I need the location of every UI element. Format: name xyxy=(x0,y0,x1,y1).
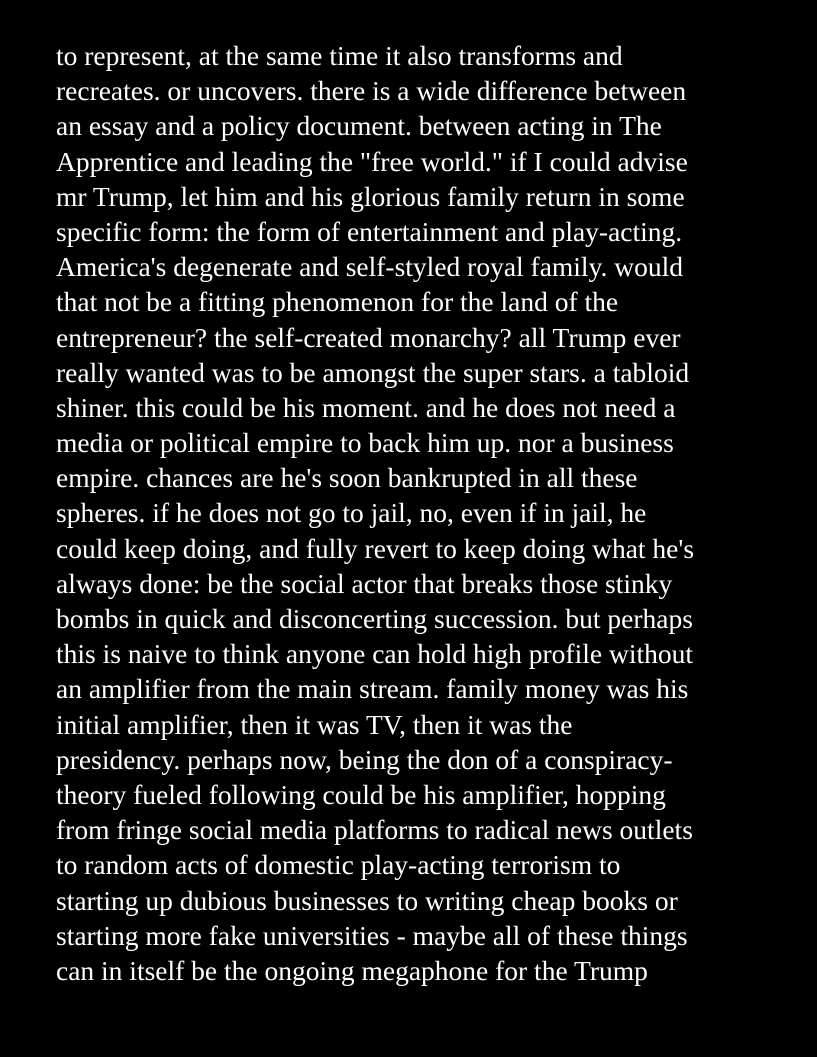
text-line: spheres. if he does not go to jail, no, even if in jail, he xyxy=(56,497,647,529)
text-line: an essay and a policy document. between acting in The xyxy=(56,110,662,142)
text-line: really wanted was to be amongst the super stars. a tabloid xyxy=(56,356,690,388)
text-line: this is naive to think anyone can hold high profile without xyxy=(56,638,693,670)
text-line: Apprentice and leading the "free world." if I could advise xyxy=(56,145,688,177)
text-line: America's degenerate and self-styled royal family. would xyxy=(56,251,684,283)
text-line: initial amplifier, then it was TV, then it was the xyxy=(56,708,573,740)
text-line: can in itself be the ongoing megaphone for the Trump xyxy=(56,954,648,986)
text-line: specific form: the form of entertainment and play-acting. xyxy=(56,215,683,247)
text-line: presidency. perhaps now, being the don of a conspiracy- xyxy=(56,743,673,775)
text-line: starting more fake universities - maybe all of these things xyxy=(56,919,688,951)
text-line: recreates. or uncovers. there is a wide difference between xyxy=(56,75,687,107)
text-line: starting up dubious businesses to writing cheap books or xyxy=(56,884,678,916)
text-line: entrepreneur? the self-created monarchy? all Trump ever xyxy=(56,321,681,353)
text-line: mr Trump, let him and his glorious family return in some xyxy=(56,180,685,212)
text-line: to random acts of domestic play-acting terrorism to xyxy=(56,849,621,881)
text-line: always done: be the social actor that breaks those stinky xyxy=(56,567,673,599)
body-text xyxy=(56,38,796,988)
text-line: empire. chances are he's soon bankrupted in all these xyxy=(56,462,638,494)
text-line: to represent, at the same time it also transforms and xyxy=(56,40,623,71)
text-line: theory fueled following could be his amplifier, hopping xyxy=(56,778,666,810)
text-line: shiner. this could be his moment. and he does not need a xyxy=(56,391,676,423)
text-line: that not be a fitting phenomenon for the land of the xyxy=(56,286,619,318)
text-line: media or political empire to back him up. nor a business xyxy=(56,427,674,459)
text-line: bombs in quick and disconcerting succession. but perhaps xyxy=(56,603,693,634)
text-line: an amplifier from the main stream. family money was his xyxy=(56,673,689,705)
text-line: could keep doing, and fully revert to keep doing what he's xyxy=(56,532,695,564)
text-line: from fringe social media platforms to radical news outlets xyxy=(56,814,693,846)
